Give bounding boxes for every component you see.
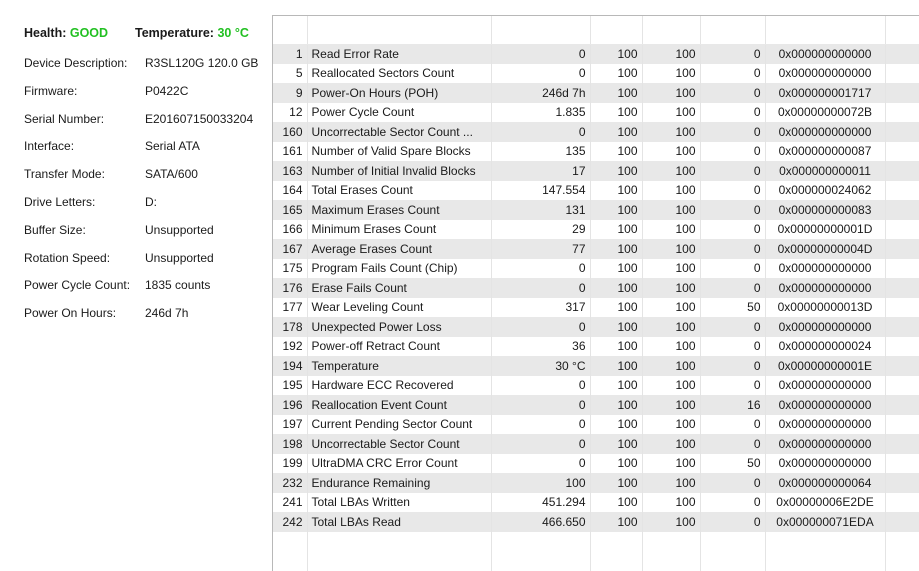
drive-info-panel: [0, 0, 268, 570]
attribute-id: 197: [273, 415, 307, 435]
raw-data-hex: 0x000000000000: [765, 395, 885, 415]
raw-value: 29: [491, 220, 590, 240]
raw-value: 0: [491, 122, 590, 142]
info-value: P0422C: [145, 83, 189, 98]
info-value: 1835 counts: [145, 278, 211, 293]
table-row[interactable]: [273, 142, 919, 162]
attribute-id: 242: [273, 512, 307, 532]
row-filler: [885, 142, 919, 162]
worst-value: 100: [642, 103, 700, 123]
current-value: 100: [590, 415, 642, 435]
worst-value: 100: [642, 317, 700, 337]
attribute-id: 198: [273, 434, 307, 454]
attribute-name: Erase Fails Count: [307, 278, 491, 298]
row-filler: [885, 278, 919, 298]
attribute-name: Power-On Hours (POH): [307, 83, 491, 103]
info-label: Power On Hours:: [24, 306, 117, 321]
raw-value: 0: [491, 259, 590, 279]
raw-data-hex: 0x000000000064: [765, 473, 885, 493]
threshold-value: 0: [700, 278, 765, 298]
attribute-id: 5: [273, 64, 307, 84]
attribute-id: 167: [273, 239, 307, 259]
current-value: 100: [590, 161, 642, 181]
threshold-value: 0: [700, 473, 765, 493]
attribute-id: 194: [273, 356, 307, 376]
table-row[interactable]: [273, 83, 919, 103]
empty-cell: [765, 551, 885, 571]
attribute-id: 164: [273, 181, 307, 201]
worst-value: 100: [642, 415, 700, 435]
current-value: 100: [590, 259, 642, 279]
info-label: Buffer Size:: [24, 222, 86, 237]
row-filler: [885, 454, 919, 474]
column-header-extra[interactable]: [885, 16, 919, 44]
table-row[interactable]: [273, 337, 919, 357]
table-row[interactable]: [273, 395, 919, 415]
worst-value: 100: [642, 83, 700, 103]
current-value: 100: [590, 473, 642, 493]
worst-value: 100: [642, 200, 700, 220]
raw-value: 0: [491, 44, 590, 64]
attribute-id: 176: [273, 278, 307, 298]
attribute-id: 178: [273, 317, 307, 337]
threshold-value: 50: [700, 454, 765, 474]
raw-data-hex: 0x000000000000: [765, 376, 885, 396]
info-value: D:: [145, 195, 157, 209]
raw-value: 0: [491, 395, 590, 415]
table-row[interactable]: [273, 415, 919, 435]
current-value: 100: [590, 278, 642, 298]
raw-value: 0: [491, 376, 590, 396]
raw-value: 466.650: [491, 512, 590, 532]
row-filler: [885, 493, 919, 513]
raw-value: 17: [491, 161, 590, 181]
row-filler: [885, 161, 919, 181]
attribute-id: 232: [273, 473, 307, 493]
info-value: Unsupported: [145, 222, 214, 237]
attribute-name: Wear Leveling Count: [307, 298, 491, 318]
attribute-name: Power-off Retract Count: [307, 337, 491, 357]
attribute-name: Hardware ECC Recovered: [307, 376, 491, 396]
info-label: Transfer Mode:: [24, 167, 105, 182]
current-value: 100: [590, 181, 642, 201]
table-row[interactable]: [273, 161, 919, 181]
row-filler: [885, 356, 919, 376]
health-summary: [24, 26, 249, 40]
attribute-id: 166: [273, 220, 307, 240]
attribute-id: 241: [273, 493, 307, 513]
table-row[interactable]: [273, 493, 919, 513]
current-value: 100: [590, 64, 642, 84]
attribute-id: 160: [273, 122, 307, 142]
table-row[interactable]: [273, 220, 919, 240]
worst-value: 100: [642, 278, 700, 298]
attribute-name: Number of Initial Invalid Blocks: [307, 161, 491, 181]
attribute-id: 165: [273, 200, 307, 220]
info-value: SATA/600: [145, 167, 198, 182]
attribute-name: Average Erases Count: [307, 239, 491, 259]
attribute-name: Temperature: [307, 356, 491, 376]
current-value: 100: [590, 122, 642, 142]
empty-row: [273, 551, 919, 571]
worst-value: 100: [642, 376, 700, 396]
raw-data-hex: 0x000000000083: [765, 200, 885, 220]
info-value: Unsupported: [145, 250, 214, 265]
raw-value: 131: [491, 200, 590, 220]
raw-data-hex: 0x000000071EDA: [765, 512, 885, 532]
raw-data-hex: 0x000000000000: [765, 317, 885, 337]
column-header-attribute[interactable]: [307, 16, 491, 44]
raw-data-hex: 0x000000000000: [765, 259, 885, 279]
worst-value: 100: [642, 512, 700, 532]
table-row[interactable]: [273, 454, 919, 474]
raw-data-hex: 0x00000000004D: [765, 239, 885, 259]
raw-data-hex: 0x000000001717: [765, 83, 885, 103]
attribute-id: 163: [273, 161, 307, 181]
raw-value: 451.294: [491, 493, 590, 513]
worst-value: 100: [642, 395, 700, 415]
row-filler: [885, 103, 919, 123]
attribute-name: Endurance Remaining: [307, 473, 491, 493]
table-row[interactable]: [273, 259, 919, 279]
threshold-value: 0: [700, 122, 765, 142]
raw-value: 246d 7h: [491, 83, 590, 103]
column-header-value[interactable]: [590, 16, 642, 44]
raw-data-hex: 0x00000000001D: [765, 220, 885, 240]
row-filler: [885, 376, 919, 396]
threshold-value: 0: [700, 83, 765, 103]
attribute-name: Unexpected Power Loss: [307, 317, 491, 337]
table-row[interactable]: [273, 44, 919, 64]
worst-value: 100: [642, 64, 700, 84]
threshold-value: 0: [700, 512, 765, 532]
raw-data-hex: 0x000000000000: [765, 454, 885, 474]
table-row[interactable]: [273, 473, 919, 493]
table-row[interactable]: [273, 356, 919, 376]
worst-value: 100: [642, 298, 700, 318]
temperature-summary: [135, 26, 249, 40]
worst-value: 100: [642, 44, 700, 64]
attribute-name: Read Error Rate: [307, 44, 491, 64]
raw-data-hex: 0x000000000000: [765, 44, 885, 64]
raw-value: 147.554: [491, 181, 590, 201]
info-label: Interface:: [24, 139, 75, 154]
threshold-value: 50: [700, 298, 765, 318]
table-row[interactable]: [273, 122, 919, 142]
empty-cell: [885, 532, 919, 552]
table-row[interactable]: [273, 200, 919, 220]
raw-data-hex: 0x000000024062: [765, 181, 885, 201]
worst-value: 100: [642, 356, 700, 376]
current-value: 100: [590, 356, 642, 376]
empty-cell: [590, 532, 642, 552]
health-status: GOOD: [69, 26, 109, 40]
raw-value: 0: [491, 64, 590, 84]
info-value: E201607150033204: [145, 111, 254, 126]
raw-data-hex: 0x000000000000: [765, 122, 885, 142]
threshold-value: 0: [700, 434, 765, 454]
raw-data-hex: 0x000000000000: [765, 415, 885, 435]
attribute-name: Current Pending Sector Count: [307, 415, 491, 435]
column-header-worst[interactable]: [642, 16, 700, 44]
empty-cell: [700, 532, 765, 552]
table-row[interactable]: [273, 64, 919, 84]
worst-value: 100: [642, 220, 700, 240]
table-row[interactable]: [273, 512, 919, 532]
attribute-name: Power Cycle Count: [307, 103, 491, 123]
threshold-value: 0: [700, 317, 765, 337]
threshold-value: 0: [700, 356, 765, 376]
attribute-id: 175: [273, 259, 307, 279]
raw-value: 0: [491, 317, 590, 337]
column-header-id[interactable]: [273, 16, 307, 44]
table-row[interactable]: [273, 434, 919, 454]
attribute-name: Reallocated Sectors Count: [307, 64, 491, 84]
empty-cell: [273, 551, 307, 571]
worst-value: 100: [642, 473, 700, 493]
worst-value: 100: [642, 259, 700, 279]
threshold-value: 0: [700, 103, 765, 123]
empty-cell: [307, 532, 491, 552]
threshold-value: 16: [700, 395, 765, 415]
raw-data-hex: 0x000000000000: [765, 434, 885, 454]
row-filler: [885, 298, 919, 318]
threshold-value: 0: [700, 220, 765, 240]
table-row[interactable]: [273, 317, 919, 337]
raw-value: 135: [491, 142, 590, 162]
attribute-id: 161: [273, 142, 307, 162]
row-filler: [885, 434, 919, 454]
attribute-id: 9: [273, 83, 307, 103]
threshold-value: 0: [700, 239, 765, 259]
raw-data-hex: 0x00000006E2DE: [765, 493, 885, 513]
current-value: 100: [590, 493, 642, 513]
threshold-value: 0: [700, 376, 765, 396]
attribute-name: Maximum Erases Count: [307, 200, 491, 220]
attribute-id: 195: [273, 376, 307, 396]
empty-cell: [307, 551, 491, 571]
threshold-value: 0: [700, 161, 765, 181]
attribute-id: 192: [273, 337, 307, 357]
worst-value: 100: [642, 122, 700, 142]
temperature-label: Temperature:: [135, 26, 214, 40]
current-value: 100: [590, 298, 642, 318]
column-header-raw[interactable]: [491, 16, 590, 44]
attribute-name: Total LBAs Written: [307, 493, 491, 513]
current-value: 100: [590, 317, 642, 337]
raw-value: 0: [491, 415, 590, 435]
raw-data-hex: 0x00000000001E: [765, 356, 885, 376]
empty-cell: [765, 532, 885, 552]
raw-data-hex: 0x000000000000: [765, 64, 885, 84]
temperature-value: 30 °C: [217, 26, 249, 40]
column-header-data[interactable]: [765, 16, 885, 44]
empty-cell: [642, 532, 700, 552]
threshold-value: 0: [700, 142, 765, 162]
row-filler: [885, 200, 919, 220]
worst-value: 100: [642, 493, 700, 513]
info-label: Drive Letters:: [24, 195, 96, 209]
empty-cell: [491, 551, 590, 571]
raw-value: 0: [491, 434, 590, 454]
empty-cell: [700, 551, 765, 571]
raw-value: 36: [491, 337, 590, 357]
column-header-threshold[interactable]: [700, 16, 765, 44]
info-value: R3SL120G 120.0 GB: [145, 56, 259, 70]
threshold-value: 0: [700, 64, 765, 84]
attribute-name: Number of Valid Spare Blocks: [307, 142, 491, 162]
worst-value: 100: [642, 142, 700, 162]
threshold-value: 0: [700, 44, 765, 64]
worst-value: 100: [642, 181, 700, 201]
row-filler: [885, 83, 919, 103]
info-label: Rotation Speed:: [24, 250, 111, 265]
current-value: 100: [590, 434, 642, 454]
row-filler: [885, 415, 919, 435]
table-row[interactable]: [273, 181, 919, 201]
smart-attributes-table[interactable]: [272, 15, 919, 571]
empty-cell: [590, 551, 642, 571]
threshold-value: 0: [700, 415, 765, 435]
raw-data-hex: 0x000000000087: [765, 142, 885, 162]
info-label: Device Description:: [24, 56, 128, 70]
table-header-row[interactable]: [273, 16, 919, 44]
raw-value: 77: [491, 239, 590, 259]
table-row[interactable]: [273, 239, 919, 259]
attribute-id: 199: [273, 454, 307, 474]
raw-data-hex: 0x000000000011: [765, 161, 885, 181]
row-filler: [885, 317, 919, 337]
info-label: Firmware:: [24, 83, 78, 98]
current-value: 100: [590, 200, 642, 220]
empty-cell: [885, 551, 919, 571]
row-filler: [885, 44, 919, 64]
row-filler: [885, 220, 919, 240]
threshold-value: 0: [700, 337, 765, 357]
info-value: 246d 7h: [145, 306, 189, 321]
worst-value: 100: [642, 434, 700, 454]
raw-data-hex: 0x000000000024: [765, 337, 885, 357]
current-value: 100: [590, 142, 642, 162]
attribute-name: Uncorrectable Sector Count ...: [307, 122, 491, 142]
attribute-name: Program Fails Count (Chip): [307, 259, 491, 279]
attribute-id: 177: [273, 298, 307, 318]
current-value: 100: [590, 395, 642, 415]
attribute-id: 12: [273, 103, 307, 123]
raw-data-hex: 0x000000000000: [765, 278, 885, 298]
info-value: Serial ATA: [145, 139, 200, 154]
raw-value: 100: [491, 473, 590, 493]
raw-data-hex: 0x00000000072B: [765, 103, 885, 123]
table-row[interactable]: [273, 376, 919, 396]
current-value: 100: [590, 512, 642, 532]
attribute-name: Uncorrectable Sector Count: [307, 434, 491, 454]
empty-cell: [642, 551, 700, 571]
raw-value: 0: [491, 454, 590, 474]
current-value: 100: [590, 220, 642, 240]
worst-value: 100: [642, 239, 700, 259]
threshold-value: 0: [700, 493, 765, 513]
attribute-name: Minimum Erases Count: [307, 220, 491, 240]
threshold-value: 0: [700, 181, 765, 201]
attribute-name: UltraDMA CRC Error Count: [307, 454, 491, 474]
attribute-id: 1: [273, 44, 307, 64]
current-value: 100: [590, 103, 642, 123]
table-row[interactable]: [273, 103, 919, 123]
empty-row: [273, 532, 919, 552]
info-label: Power Cycle Count:: [24, 278, 131, 293]
row-filler: [885, 122, 919, 142]
health-label: Health:: [24, 26, 67, 40]
row-filler: [885, 337, 919, 357]
worst-value: 100: [642, 454, 700, 474]
worst-value: 100: [642, 161, 700, 181]
threshold-value: 0: [700, 200, 765, 220]
current-value: 100: [590, 454, 642, 474]
info-label: Serial Number:: [24, 111, 105, 126]
row-filler: [885, 512, 919, 532]
empty-cell: [273, 532, 307, 552]
raw-data-hex: 0x00000000013D: [765, 298, 885, 318]
table-row[interactable]: [273, 298, 919, 318]
raw-value: 30 °C: [491, 356, 590, 376]
attribute-name: Reallocation Event Count: [307, 395, 491, 415]
raw-value: 0: [491, 278, 590, 298]
current-value: 100: [590, 83, 642, 103]
row-filler: [885, 259, 919, 279]
empty-cell: [491, 532, 590, 552]
current-value: 100: [590, 376, 642, 396]
current-value: 100: [590, 239, 642, 259]
threshold-value: 0: [700, 259, 765, 279]
row-filler: [885, 64, 919, 84]
raw-value: 317: [491, 298, 590, 318]
table-row[interactable]: [273, 278, 919, 298]
row-filler: [885, 239, 919, 259]
attribute-name: Total Erases Count: [307, 181, 491, 201]
row-filler: [885, 395, 919, 415]
raw-value: 1.835: [491, 103, 590, 123]
attribute-id: 196: [273, 395, 307, 415]
worst-value: 100: [642, 337, 700, 357]
row-filler: [885, 181, 919, 201]
current-value: 100: [590, 44, 642, 64]
current-value: 100: [590, 337, 642, 357]
attribute-name: Total LBAs Read: [307, 512, 491, 532]
row-filler: [885, 473, 919, 493]
